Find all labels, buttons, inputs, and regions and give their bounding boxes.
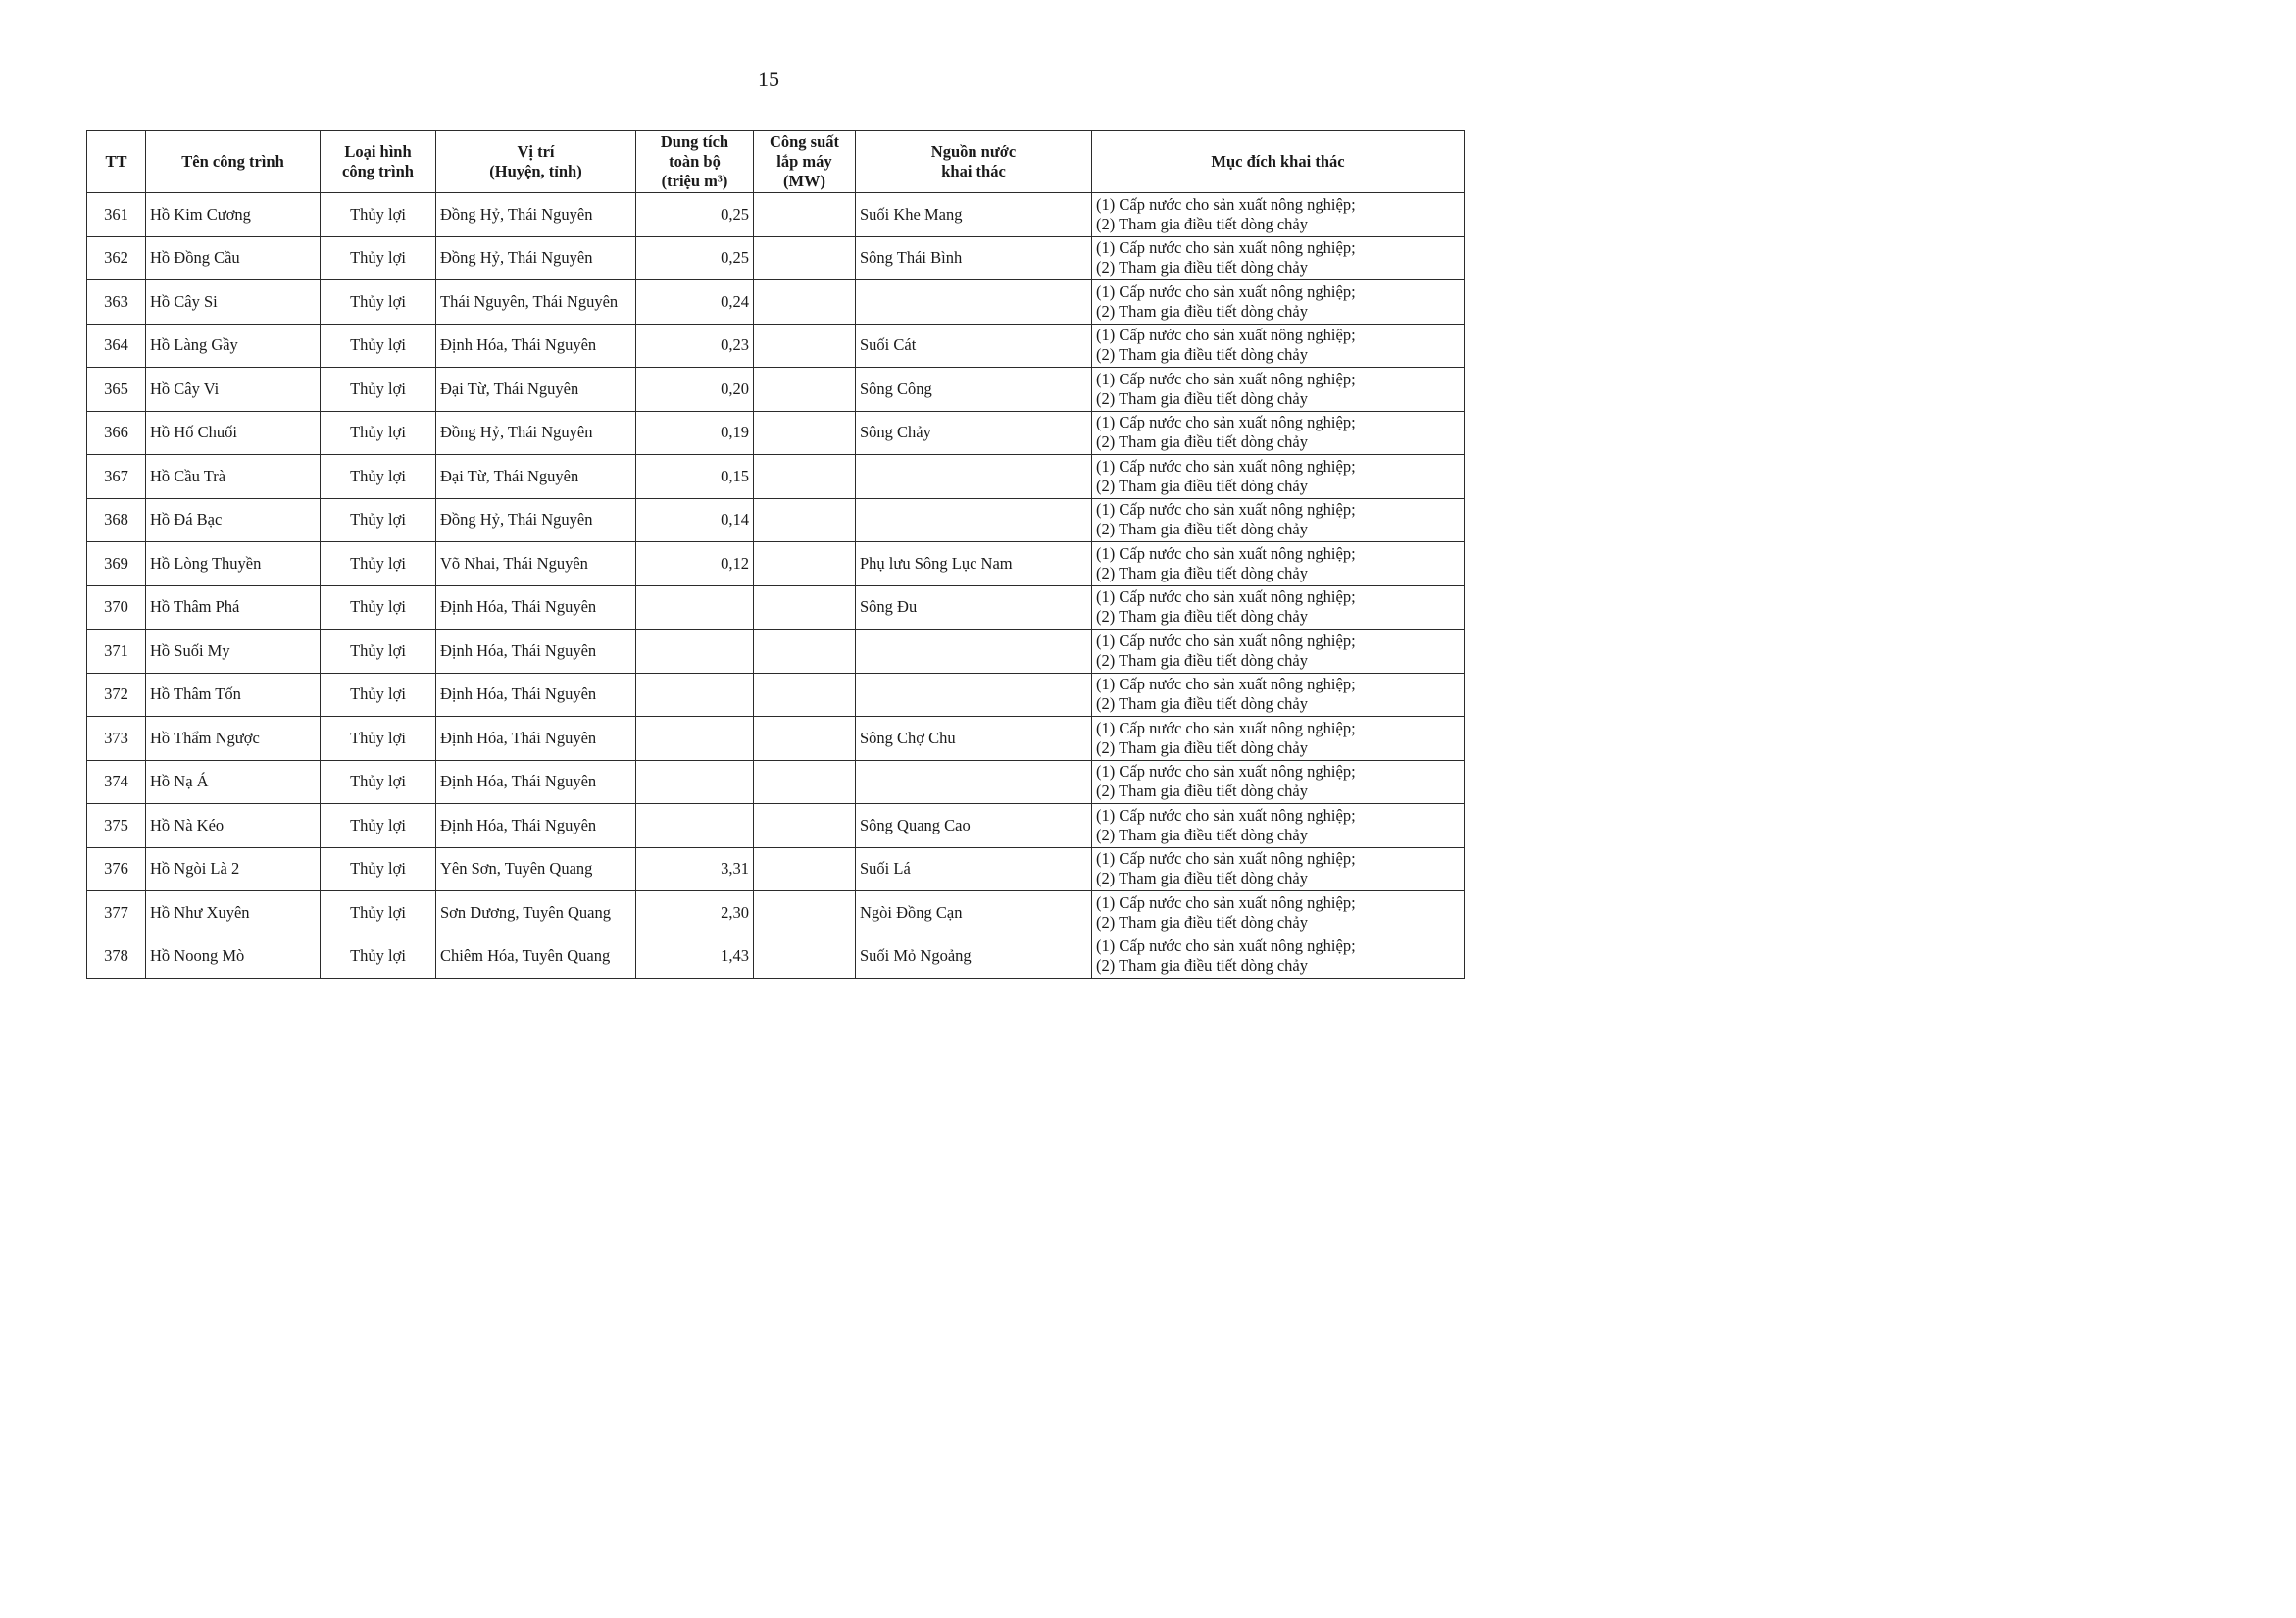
cell-location: Định Hóa, Thái Nguyên — [436, 630, 636, 674]
cell-capacity: 0,15 — [636, 455, 754, 499]
header-source-line1: Nguồn nước — [930, 142, 1017, 161]
cell-location: Sơn Dương, Tuyên Quang — [436, 891, 636, 935]
cell-type: Thủy lợi — [321, 236, 436, 280]
purpose-line-2: (2) Tham gia điều tiết dòng chảy — [1096, 214, 1308, 233]
cell-name: Hồ Đá Bạc — [146, 498, 321, 542]
cell-capacity — [636, 804, 754, 848]
cell-purpose — [1092, 324, 1465, 368]
cell-tt: 371 — [87, 630, 146, 674]
table-row — [87, 411, 1465, 455]
cell-location: Đồng Hỷ, Thái Nguyên — [436, 498, 636, 542]
cell-purpose — [1092, 455, 1465, 499]
cell-name: Hồ Làng Gầy — [146, 324, 321, 368]
cell-source: Sông Quang Cao — [856, 804, 1092, 848]
cell-type: Thủy lợi — [321, 193, 436, 237]
purpose-line-2: (2) Tham gia điều tiết dòng chảy — [1096, 956, 1308, 976]
purpose-line-1: (1) Cấp nước cho sản xuất nông nghiệp; — [1096, 500, 1356, 520]
cell-location: Đại Từ, Thái Nguyên — [436, 368, 636, 412]
cell-tt: 363 — [87, 280, 146, 325]
header-purpose: Mục đích khai thác — [1092, 131, 1465, 193]
table-row — [87, 847, 1465, 891]
cell-power — [754, 280, 856, 325]
cell-location: Định Hóa, Thái Nguyên — [436, 760, 636, 804]
cell-tt: 375 — [87, 804, 146, 848]
cell-capacity: 3,31 — [636, 847, 754, 891]
cell-purpose — [1092, 585, 1465, 630]
purpose-line-1: (1) Cấp nước cho sản xuất nông nghiệp; — [1096, 456, 1356, 476]
table-row — [87, 324, 1465, 368]
purpose-line-1: (1) Cấp nước cho sản xuất nông nghiệp; — [1096, 675, 1356, 694]
cell-source — [856, 498, 1092, 542]
purpose-line-1: (1) Cấp nước cho sản xuất nông nghiệp; — [1096, 631, 1356, 650]
cell-tt: 377 — [87, 891, 146, 935]
purpose-line-2: (2) Tham gia điều tiết dòng chảy — [1096, 520, 1308, 539]
header-capacity-line2: toàn bộ — [669, 152, 721, 171]
cell-power — [754, 236, 856, 280]
cell-tt: 374 — [87, 760, 146, 804]
cell-location: Đại Từ, Thái Nguyên — [436, 455, 636, 499]
cell-type: Thủy lợi — [321, 630, 436, 674]
header-power-line3: (MW) — [782, 172, 826, 190]
purpose-line-2: (2) Tham gia điều tiết dòng chảy — [1096, 301, 1308, 321]
cell-capacity: 0,24 — [636, 280, 754, 325]
cell-purpose — [1092, 847, 1465, 891]
cell-name: Hồ Cầu Trà — [146, 455, 321, 499]
cell-location: Yên Sơn, Tuyên Quang — [436, 847, 636, 891]
cell-name: Hồ Noong Mò — [146, 935, 321, 979]
cell-purpose — [1092, 280, 1465, 325]
cell-power — [754, 193, 856, 237]
cell-tt: 361 — [87, 193, 146, 237]
cell-power — [754, 455, 856, 499]
cell-name: Hồ Thâm Phá — [146, 585, 321, 630]
cell-power — [754, 804, 856, 848]
cell-location: Định Hóa, Thái Nguyên — [436, 717, 636, 761]
cell-power — [754, 891, 856, 935]
table-row — [87, 368, 1465, 412]
header-type-line1: Loại hình — [344, 142, 412, 161]
cell-power — [754, 847, 856, 891]
cell-source: Ngòi Đồng Cạn — [856, 891, 1092, 935]
purpose-line-2: (2) Tham gia điều tiết dòng chảy — [1096, 782, 1308, 801]
cell-purpose — [1092, 935, 1465, 979]
purpose-line-2: (2) Tham gia điều tiết dòng chảy — [1096, 563, 1308, 582]
purpose-line-2: (2) Tham gia điều tiết dòng chảy — [1096, 694, 1308, 714]
cell-power — [754, 585, 856, 630]
header-type-line2: công trình — [342, 162, 414, 180]
cell-purpose — [1092, 804, 1465, 848]
cell-capacity: 0,12 — [636, 542, 754, 586]
table-header-row — [87, 131, 1465, 193]
header-type — [321, 131, 436, 193]
cell-power — [754, 673, 856, 717]
table-row — [87, 891, 1465, 935]
cell-location: Đồng Hỷ, Thái Nguyên — [436, 193, 636, 237]
cell-capacity: 0,14 — [636, 498, 754, 542]
header-location — [436, 131, 636, 193]
table-body — [87, 193, 1465, 979]
cell-source: Phụ lưu Sông Lục Nam — [856, 542, 1092, 586]
cell-source: Suối Cát — [856, 324, 1092, 368]
cell-source: Sông Công — [856, 368, 1092, 412]
cell-name: Hồ Thâm Tốn — [146, 673, 321, 717]
cell-location: Võ Nhai, Thái Nguyên — [436, 542, 636, 586]
cell-purpose — [1092, 498, 1465, 542]
purpose-line-1: (1) Cấp nước cho sản xuất nông nghiệp; — [1096, 543, 1356, 563]
cell-power — [754, 542, 856, 586]
cell-source: Sông Chảy — [856, 411, 1092, 455]
purpose-line-2: (2) Tham gia điều tiết dòng chảy — [1096, 607, 1308, 627]
cell-power — [754, 411, 856, 455]
cell-tt: 362 — [87, 236, 146, 280]
table-row — [87, 760, 1465, 804]
purpose-line-2: (2) Tham gia điều tiết dòng chảy — [1096, 869, 1308, 888]
purpose-line-1: (1) Cấp nước cho sản xuất nông nghiệp; — [1096, 936, 1356, 956]
table-row — [87, 193, 1465, 237]
cell-capacity: 0,23 — [636, 324, 754, 368]
cell-power — [754, 368, 856, 412]
purpose-line-1: (1) Cấp nước cho sản xuất nông nghiệp; — [1096, 413, 1356, 432]
cell-source — [856, 760, 1092, 804]
cell-power — [754, 498, 856, 542]
cell-location: Định Hóa, Thái Nguyên — [436, 673, 636, 717]
cell-capacity — [636, 673, 754, 717]
purpose-line-2: (2) Tham gia điều tiết dòng chảy — [1096, 388, 1308, 408]
cell-capacity: 2,30 — [636, 891, 754, 935]
purpose-line-2: (2) Tham gia điều tiết dòng chảy — [1096, 912, 1308, 932]
cell-tt: 369 — [87, 542, 146, 586]
cell-purpose — [1092, 760, 1465, 804]
cell-type: Thủy lợi — [321, 542, 436, 586]
cell-capacity — [636, 630, 754, 674]
purpose-line-2: (2) Tham gia điều tiết dòng chảy — [1096, 258, 1308, 278]
cell-location: Đồng Hỷ, Thái Nguyên — [436, 236, 636, 280]
header-location-line1: Vị trí — [517, 142, 555, 161]
cell-purpose — [1092, 630, 1465, 674]
cell-type: Thủy lợi — [321, 804, 436, 848]
table-row — [87, 498, 1465, 542]
cell-source: Sông Thái Bình — [856, 236, 1092, 280]
purpose-line-1: (1) Cấp nước cho sản xuất nông nghiệp; — [1096, 369, 1356, 388]
header-power-line1: Công suất — [769, 132, 840, 151]
purpose-line-1: (1) Cấp nước cho sản xuất nông nghiệp; — [1096, 849, 1356, 869]
header-capacity-line3: (triệu m³) — [661, 172, 728, 190]
cell-source: Suối Lá — [856, 847, 1092, 891]
cell-purpose — [1092, 891, 1465, 935]
cell-power — [754, 324, 856, 368]
purpose-line-1: (1) Cấp nước cho sản xuất nông nghiệp; — [1096, 238, 1356, 258]
purpose-line-2: (2) Tham gia điều tiết dòng chảy — [1096, 345, 1308, 365]
purpose-line-2: (2) Tham gia điều tiết dòng chảy — [1096, 432, 1308, 452]
cell-name: Hồ Hố Chuối — [146, 411, 321, 455]
cell-type: Thủy lợi — [321, 368, 436, 412]
cell-purpose — [1092, 193, 1465, 237]
reservoir-table — [86, 130, 1465, 979]
header-source-line2: khai thác — [941, 162, 1006, 180]
cell-source: Sông Đu — [856, 585, 1092, 630]
purpose-line-2: (2) Tham gia điều tiết dòng chảy — [1096, 737, 1308, 757]
cell-source — [856, 280, 1092, 325]
cell-type: Thủy lợi — [321, 717, 436, 761]
cell-type: Thủy lợi — [321, 411, 436, 455]
cell-purpose — [1092, 411, 1465, 455]
header-power — [754, 131, 856, 193]
page-number: 15 — [758, 67, 779, 91]
cell-type: Thủy lợi — [321, 673, 436, 717]
cell-tt: 370 — [87, 585, 146, 630]
table-row — [87, 542, 1465, 586]
purpose-line-1: (1) Cấp nước cho sản xuất nông nghiệp; — [1096, 194, 1356, 214]
cell-source — [856, 673, 1092, 717]
cell-capacity: 0,25 — [636, 236, 754, 280]
purpose-line-1: (1) Cấp nước cho sản xuất nông nghiệp; — [1096, 718, 1356, 737]
cell-name: Hồ Thẩm Ngược — [146, 717, 321, 761]
cell-capacity: 1,43 — [636, 935, 754, 979]
cell-type: Thủy lợi — [321, 847, 436, 891]
cell-source — [856, 455, 1092, 499]
cell-power — [754, 935, 856, 979]
table-row — [87, 630, 1465, 674]
cell-name: Hồ Suối My — [146, 630, 321, 674]
purpose-line-1: (1) Cấp nước cho sản xuất nông nghiệp; — [1096, 281, 1356, 301]
cell-tt: 368 — [87, 498, 146, 542]
purpose-line-2: (2) Tham gia điều tiết dòng chảy — [1096, 650, 1308, 670]
cell-name: Hồ Như Xuyên — [146, 891, 321, 935]
table-row — [87, 585, 1465, 630]
cell-location: Định Hóa, Thái Nguyên — [436, 804, 636, 848]
header-name: Tên công trình — [146, 131, 321, 193]
table-row — [87, 673, 1465, 717]
cell-capacity — [636, 760, 754, 804]
cell-type: Thủy lợi — [321, 760, 436, 804]
purpose-line-1: (1) Cấp nước cho sản xuất nông nghiệp; — [1096, 326, 1356, 345]
header-capacity-line1: Dung tích — [660, 132, 729, 151]
table-row — [87, 717, 1465, 761]
cell-type: Thủy lợi — [321, 891, 436, 935]
cell-tt: 376 — [87, 847, 146, 891]
header-tt: TT — [87, 131, 146, 193]
cell-purpose — [1092, 368, 1465, 412]
table-row — [87, 236, 1465, 280]
cell-purpose — [1092, 673, 1465, 717]
cell-purpose — [1092, 542, 1465, 586]
cell-name: Hồ Cây Si — [146, 280, 321, 325]
table-row — [87, 280, 1465, 325]
cell-capacity — [636, 717, 754, 761]
cell-type: Thủy lợi — [321, 585, 436, 630]
cell-type: Thủy lợi — [321, 324, 436, 368]
cell-tt: 366 — [87, 411, 146, 455]
cell-purpose — [1092, 717, 1465, 761]
cell-tt: 373 — [87, 717, 146, 761]
cell-tt: 372 — [87, 673, 146, 717]
cell-tt: 378 — [87, 935, 146, 979]
cell-tt: 367 — [87, 455, 146, 499]
cell-type: Thủy lợi — [321, 455, 436, 499]
header-capacity — [636, 131, 754, 193]
table-row — [87, 455, 1465, 499]
purpose-line-1: (1) Cấp nước cho sản xuất nông nghiệp; — [1096, 892, 1356, 912]
table-row — [87, 804, 1465, 848]
cell-location: Định Hóa, Thái Nguyên — [436, 324, 636, 368]
purpose-line-1: (1) Cấp nước cho sản xuất nông nghiệp; — [1096, 762, 1356, 782]
cell-name: Hồ Nà Kéo — [146, 804, 321, 848]
cell-capacity: 0,19 — [636, 411, 754, 455]
cell-power — [754, 717, 856, 761]
cell-power — [754, 630, 856, 674]
cell-purpose — [1092, 236, 1465, 280]
cell-location: Đồng Hỷ, Thái Nguyên — [436, 411, 636, 455]
cell-source: Sông Chợ Chu — [856, 717, 1092, 761]
cell-capacity — [636, 585, 754, 630]
cell-name: Hồ Nạ Á — [146, 760, 321, 804]
purpose-line-1: (1) Cấp nước cho sản xuất nông nghiệp; — [1096, 805, 1356, 825]
purpose-line-1: (1) Cấp nước cho sản xuất nông nghiệp; — [1096, 587, 1356, 607]
cell-source — [856, 630, 1092, 674]
cell-capacity: 0,20 — [636, 368, 754, 412]
cell-power — [754, 760, 856, 804]
cell-type: Thủy lợi — [321, 935, 436, 979]
cell-source: Suối Mỏ Ngoảng — [856, 935, 1092, 979]
cell-type: Thủy lợi — [321, 498, 436, 542]
cell-location: Thái Nguyên, Thái Nguyên — [436, 280, 636, 325]
purpose-line-2: (2) Tham gia điều tiết dòng chảy — [1096, 476, 1308, 495]
cell-tt: 364 — [87, 324, 146, 368]
cell-capacity: 0,25 — [636, 193, 754, 237]
cell-tt: 365 — [87, 368, 146, 412]
cell-location: Chiêm Hóa, Tuyên Quang — [436, 935, 636, 979]
purpose-line-2: (2) Tham gia điều tiết dòng chảy — [1096, 825, 1308, 844]
header-location-line2: (Huyện, tỉnh) — [489, 162, 582, 180]
cell-name: Hồ Ngòi Là 2 — [146, 847, 321, 891]
cell-name: Hồ Cây Vi — [146, 368, 321, 412]
cell-name: Hồ Lòng Thuyền — [146, 542, 321, 586]
cell-type: Thủy lợi — [321, 280, 436, 325]
header-power-line2: lắp máy — [776, 152, 832, 171]
cell-location: Định Hóa, Thái Nguyên — [436, 585, 636, 630]
cell-source: Suối Khe Mang — [856, 193, 1092, 237]
header-source — [856, 131, 1092, 193]
cell-name: Hồ Đồng Cầu — [146, 236, 321, 280]
cell-name: Hồ Kim Cương — [146, 193, 321, 237]
table-row — [87, 935, 1465, 979]
